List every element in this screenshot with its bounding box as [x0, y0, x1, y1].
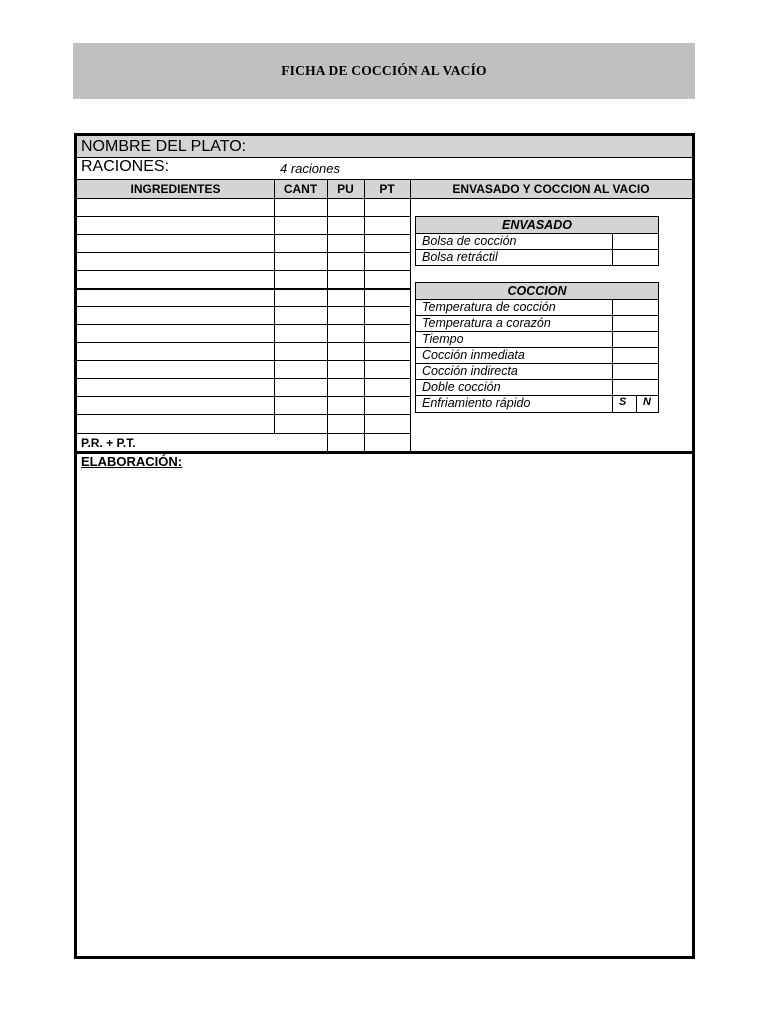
- header-band: [73, 43, 695, 99]
- dish-name-label: NOMBRE DEL PLATO:: [81, 138, 247, 155]
- ingredient-row-line: [77, 324, 410, 325]
- totals-label: P.R. + P.T.: [81, 436, 136, 450]
- coccion-row-label: Doble cocción: [422, 380, 501, 394]
- ingredient-row-line: [77, 396, 410, 397]
- recipe-form: [74, 133, 695, 959]
- ingredient-row-line: [77, 360, 410, 361]
- ingredient-row-line: [77, 216, 410, 217]
- cooling-no-box[interactable]: [636, 396, 651, 413]
- coccion-row[interactable]: [416, 299, 658, 316]
- ingredient-row-line: [77, 288, 410, 290]
- ingredient-row-line: [77, 342, 410, 343]
- col-unit-price: PU: [337, 182, 354, 196]
- envasado-row-value[interactable]: [612, 234, 613, 250]
- envasado-box: [415, 216, 659, 266]
- coccion-row-value[interactable]: [612, 364, 613, 380]
- coccion-box: [415, 282, 659, 413]
- col-quantity: CANT: [283, 182, 318, 196]
- coccion-row-value[interactable]: [612, 300, 613, 316]
- envasado-row-value[interactable]: [612, 250, 613, 266]
- cooling-no-label: N: [643, 396, 651, 408]
- col-ingredients: INGREDIENTES: [130, 182, 221, 196]
- coccion-row-label: Temperatura a corazón: [422, 316, 551, 330]
- elaboration-area[interactable]: [77, 472, 692, 956]
- coccion-title: COCCION: [416, 283, 658, 299]
- coccion-row-label: Tiempo: [422, 332, 464, 346]
- col-total-price: PT: [379, 182, 395, 196]
- envasado-row[interactable]: [416, 249, 658, 266]
- coccion-row-label: Enfriamiento rápido: [422, 396, 531, 410]
- ingredient-row-line: [77, 252, 410, 253]
- coccion-row[interactable]: [416, 315, 658, 332]
- ingredient-row-line: [77, 306, 410, 307]
- coccion-row-value[interactable]: [612, 348, 613, 364]
- elaboration-label: ELABORACIÓN:: [81, 454, 183, 469]
- cooling-yes-box[interactable]: [612, 396, 627, 413]
- coccion-row-label: Cocción inmediata: [422, 348, 525, 362]
- page-title: FICHA DE COCCIÓN AL VACÍO: [281, 63, 487, 78]
- ingredient-row-line: [77, 378, 410, 379]
- coccion-row[interactable]: [416, 395, 658, 413]
- coccion-row[interactable]: [416, 379, 658, 396]
- coccion-row-value[interactable]: [612, 316, 613, 332]
- coccion-row-value[interactable]: [612, 380, 613, 396]
- ingredient-row-line: [77, 414, 410, 415]
- ingredient-row-line: [77, 234, 410, 235]
- col-vacuum: ENVASADO Y COCCION AL VACIO: [452, 182, 650, 196]
- coccion-row[interactable]: [416, 363, 658, 380]
- coccion-row-value[interactable]: [612, 332, 613, 348]
- envasado-title: ENVASADO: [416, 217, 658, 233]
- envasado-row-label: Bolsa retráctil: [422, 250, 498, 264]
- envasado-row-label: Bolsa de cocción: [422, 234, 517, 248]
- coccion-row-label: Temperatura de cocción: [422, 300, 556, 314]
- coccion-row[interactable]: [416, 347, 658, 364]
- ingredient-row-line: [77, 433, 410, 434]
- rations-value[interactable]: 4 raciones: [280, 161, 340, 176]
- coccion-row-label: Cocción indirecta: [422, 364, 518, 378]
- rations-label: RACIONES:: [81, 158, 170, 175]
- envasado-row[interactable]: [416, 233, 658, 250]
- cooling-yes-label: S: [619, 396, 627, 408]
- ingredient-row-line: [77, 270, 410, 271]
- coccion-row[interactable]: [416, 331, 658, 348]
